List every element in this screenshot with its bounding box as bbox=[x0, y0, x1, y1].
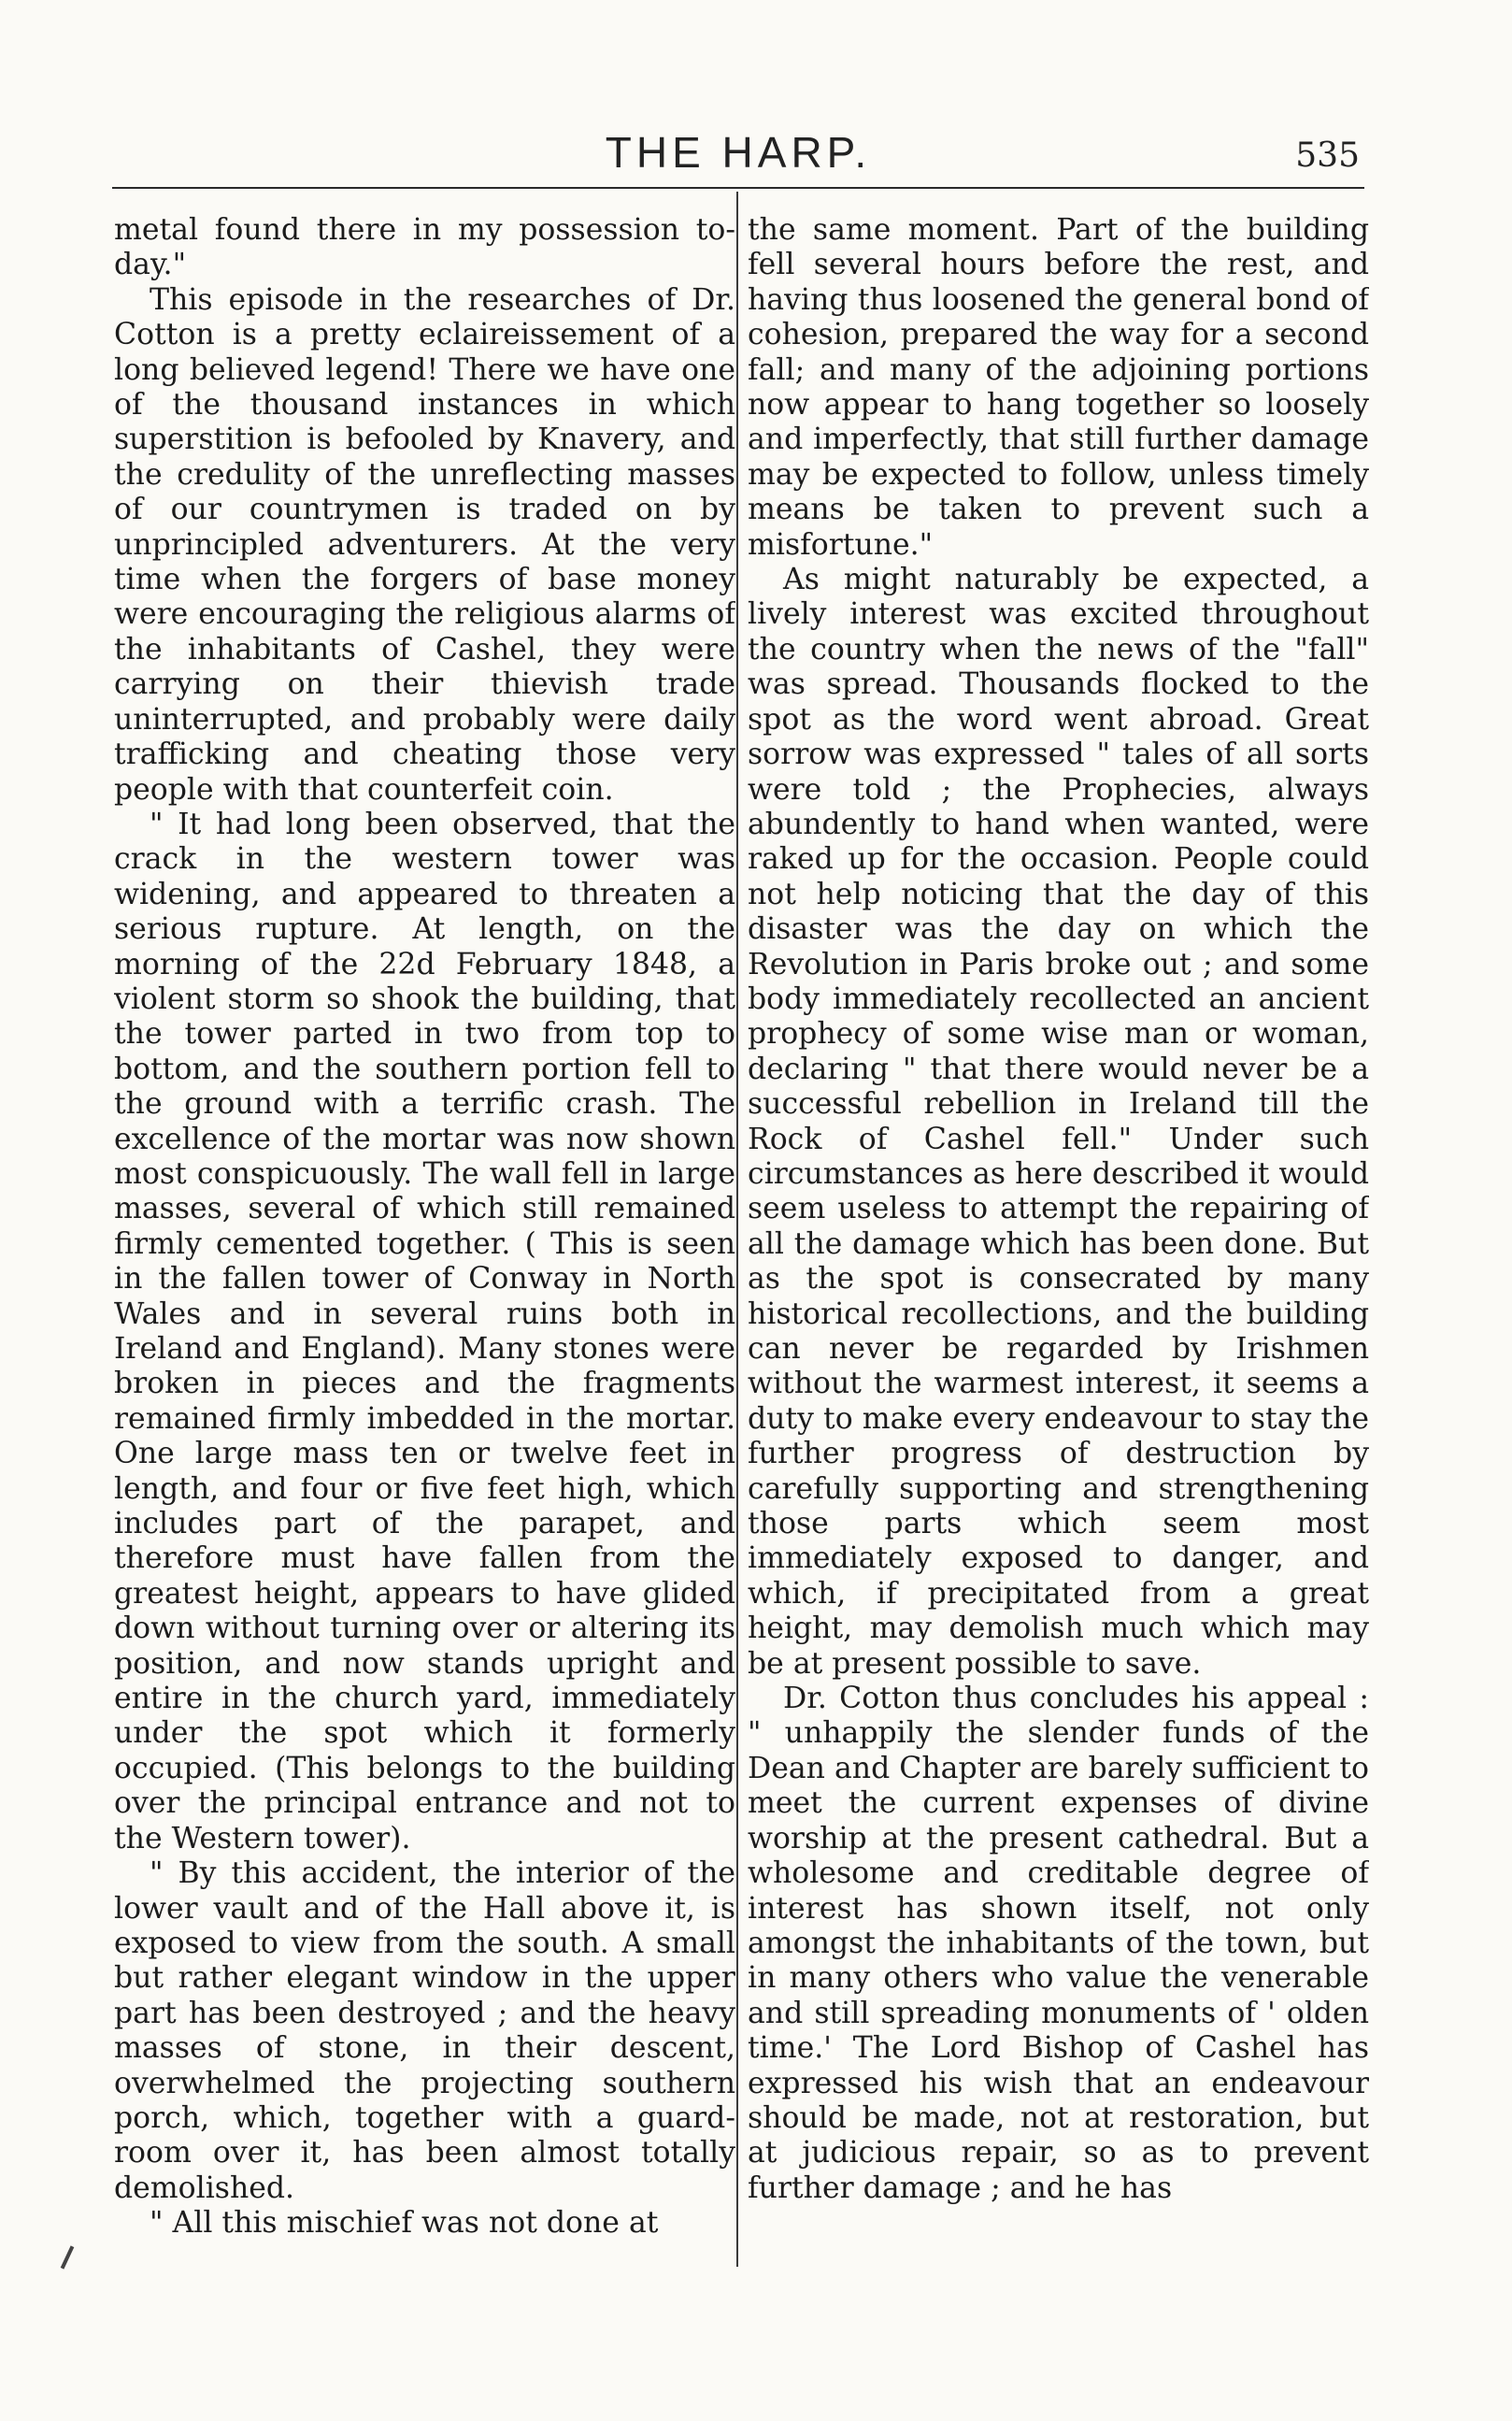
right-paragraph-1: the same moment. Part of the building fell several hours before the rest, and having thus loosened the general bond of cohesion, prepared the way for a second fall; and many of the adjoining portions now appear to hang together so loosely and imperfectly, that still further damage may be expected to follow, unless timely means be taken to prevent such a misfortune." bbox=[748, 213, 1369, 562]
header-rule bbox=[112, 187, 1364, 189]
page-number: 535 bbox=[1295, 136, 1360, 175]
right-paragraph-3: Dr. Cotton thus concludes his appeal : " unhappily the slender funds of the Dean and Chapter are barely sufficient to meet the current expenses of divine worship at the present cathedral. But a wholesome and creditable degree of interest has shown itself, not only amongst the inhabitants of the town, but in many others who value the venerable and still spreading monuments of ' olden time.' The Lord Bishop of Cashel has expressed his wish that an endeavour should be made, not at restoration, but at judicious repair, so as to prevent further damage ; and he has bbox=[748, 1682, 1369, 2205]
right-paragraph-2: As might naturably be expected, a lively interest was excited throughout the country when the news of the "fall" was spread. Thousands flocked to the spot as the word went abroad. Great sorrow was expressed " tales of all sorts were told ; the Prophecies, always abundently to hand when wanted, were raked up for the occasion. People could not help noticing that the day of this disaster was the day on which the Revolution in Paris broke out ; and some body immediately recollected an ancient prophecy of some wise man or woman, declaring " that there would never be a successful rebellion in Ireland till the Rock of Cashel fell." Under such circumstances as here described it would seem useless to attempt the repairing of all the damage which has been done. But as the spot is consecrated by many historical recollections, and the building can never be regarded by Irishmen without the warmest interest, it seems a duty to make every endeavour to stay the further progress of destruction by carefully supporting and strengthening those parts which seem most immediately exposed to danger, and which, if precipitated from a great height, may demolish much which may be at present possible to save. bbox=[748, 563, 1369, 1681]
left-paragraph-1: metal found there in my possession to-day." bbox=[114, 213, 735, 282]
column-divider bbox=[736, 192, 738, 2267]
running-title: THE HARP. bbox=[605, 128, 872, 177]
right-column bbox=[748, 213, 1369, 2260]
left-paragraph-4: " By this accident, the interior of the lower vault and of the Hall above it, is exposed to view from the south. A small but rather elegant window in the upper part has been destroyed ; and the heavy masses of stone, in their descent, overwhelmed the projecting southern porch, which, together with a guard-room over it, has been almost totally demolished. bbox=[114, 1856, 735, 2205]
left-paragraph-2: This episode in the researches of Dr. Cotton is a pretty eclaireissement of a long believed legend! There we have one of the thousand instances in which superstition is befooled by Knavery, and the credulity of the unreflecting masses of our countrymen is traded on by unprincipled adventurers. At the very time when the forgers of base money were encouraging the religious alarms of the inhabitants of Cashel, they were carrying on their thievish trade uninterrupted, and probably were daily trafficking and cheating those very people with that counterfeit coin. bbox=[114, 282, 735, 807]
page-header bbox=[117, 122, 1360, 187]
left-paragraph-3: " It had long been observed, that the crack in the western tower was widening, and appeared to threaten a serious rupture. At length, on the morning of the 22d February 1848, a violent storm so shook the building, that the tower parted in two from top to bottom, and the southern portion fell to the ground with a terrific crash. The excellence of the mortar was now shown most conspicuously. The wall fell in large masses, several of which still remained firmly cemented together. ( This is seen in the fallen tower of Conway in North Wales and in several ruins both in Ireland and England). Many stones were broken in pieces and the fragments remained firmly imbedded in the mortar. One large mass ten or twelve feet in length, and four or five feet high, which includes part of the parapet, and therefore must have fallen from the greatest height, appears to have glided down without turning over or altering its position, and now stands upright and entire in the church yard, immediately under the spot which it formerly occupied. (This belongs to the building over the principal entrance and not to the Western tower). bbox=[114, 807, 735, 1855]
stray-ink-mark bbox=[61, 2245, 75, 2269]
left-column bbox=[114, 213, 735, 2260]
left-paragraph-5: " All this mischief was not done at bbox=[150, 2206, 659, 2241]
